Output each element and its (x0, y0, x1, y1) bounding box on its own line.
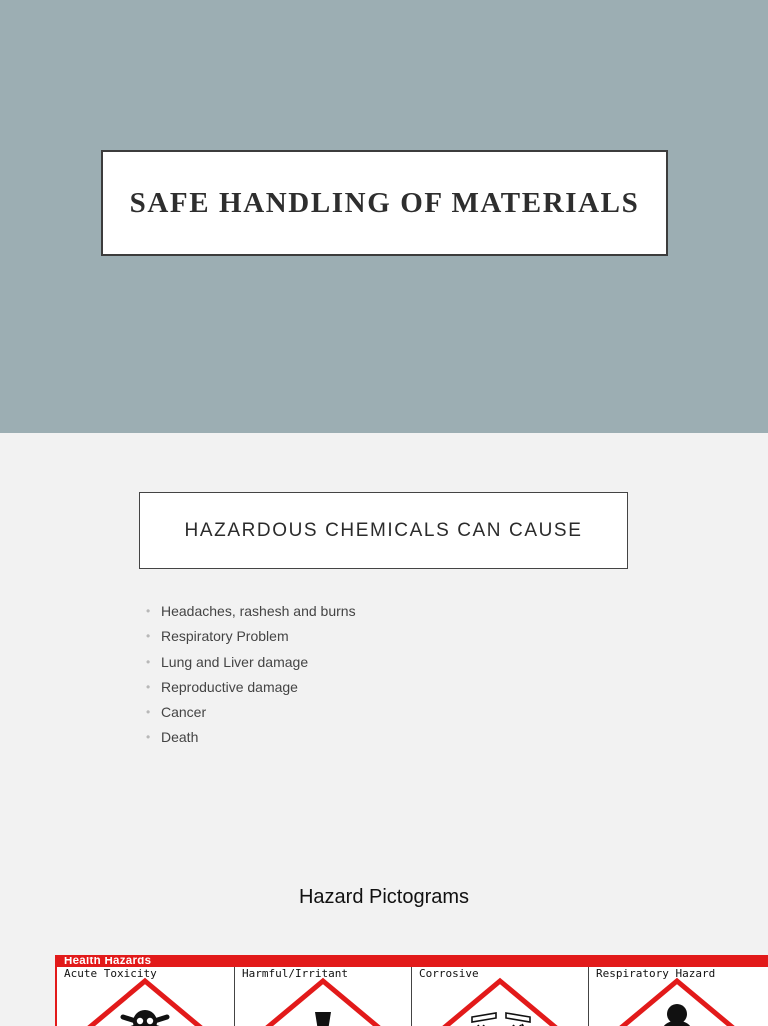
pictogram-cell-corrosive (411, 967, 589, 1026)
bullet-list (146, 601, 356, 753)
slide-heading: HAZARDOUS CHEMICALS CAN CAUSE (184, 519, 583, 541)
bullet-icon: • (146, 629, 151, 644)
bullet-icon: • (146, 679, 151, 694)
pictogram-label: Corrosive (419, 967, 479, 980)
chart-header-band (57, 957, 768, 967)
pictogram-cell-acute-toxicity (57, 967, 234, 1026)
skull-crossbones-icon (57, 967, 234, 1026)
list-item (146, 601, 356, 626)
bullet-icon: • (146, 604, 151, 618)
list-item-text: Cancer (161, 704, 207, 721)
list-item-text: Respiratory Problem (161, 628, 289, 645)
list-item-text: Headaches, rashesh and burns (161, 603, 356, 619)
bullet-icon: • (146, 654, 151, 669)
list-item (146, 626, 356, 651)
chart-header-label: Health Hazards (64, 955, 152, 967)
title-box (101, 150, 668, 256)
pictogram-slide-title: Hazard Pictograms (298, 886, 470, 908)
pictogram-label: Respiratory Hazard (596, 967, 716, 980)
list-item-text: Lung and Liver damage (161, 653, 309, 670)
health-hazard-icon (589, 967, 766, 1026)
pictogram-label: Acute Toxicity (64, 967, 157, 980)
pictogram-cell-respiratory-hazard (588, 967, 766, 1026)
list-item-text: Reproductive damage (161, 678, 298, 695)
list-item (146, 727, 356, 752)
slide-title: SAFE HANDLING OF MATERIALS (129, 186, 640, 219)
list-item (146, 702, 356, 727)
pictogram-cell-harmful-irritant (234, 967, 412, 1026)
hazard-pictogram-chart (55, 955, 768, 1026)
pictogram-label: Harmful/Irritant (242, 967, 348, 980)
exclamation-mark-icon (235, 967, 412, 1026)
heading-box (139, 492, 628, 569)
list-item-text: Death (161, 729, 199, 746)
list-item (146, 677, 356, 702)
bullet-icon: • (146, 730, 151, 745)
bullet-icon: • (146, 705, 151, 720)
list-item (146, 652, 356, 677)
title-slide (0, 0, 768, 433)
corrosion-icon (412, 967, 589, 1026)
